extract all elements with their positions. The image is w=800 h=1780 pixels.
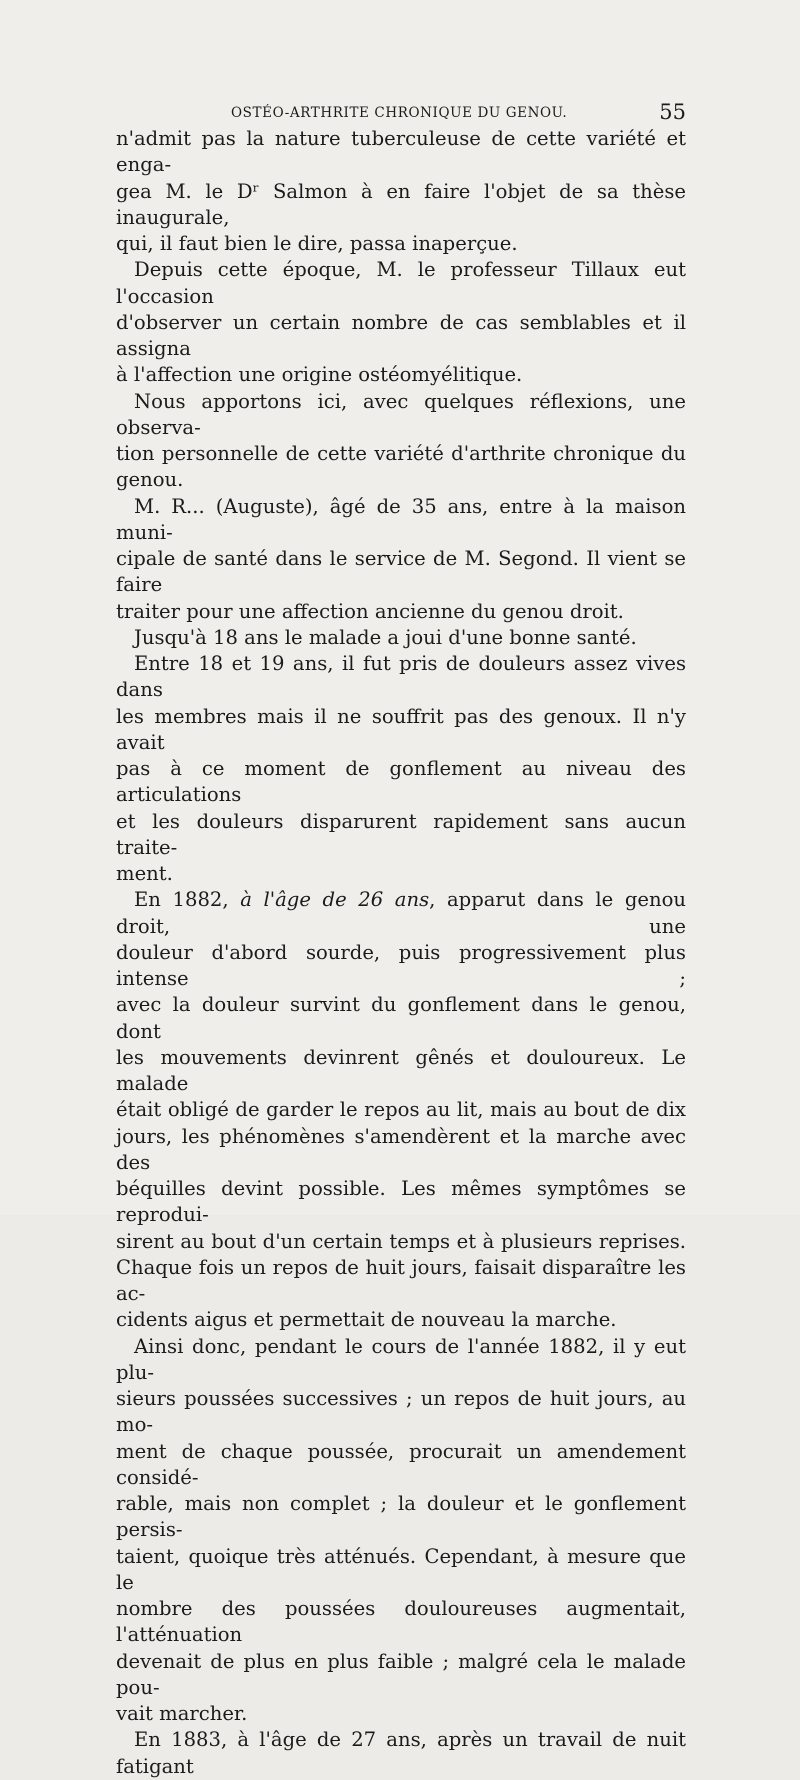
text-line: qui, il faut bien le dire, passa inaperçue. <box>116 232 518 255</box>
text-line: était obligé de garder le repos au lit, mais au bout de dix <box>116 1098 686 1122</box>
text-line: Entre 18 et 19 ans, il fut pris de douleurs assez vives dans <box>116 652 686 702</box>
text-line: sieurs poussées successives ; un repos de huit jours, au mo- <box>116 1387 686 1437</box>
paragraph <box>116 887 686 1333</box>
text-line: Nous apportons ici, avec quelques réflexions, une observa- <box>116 389 686 439</box>
page-number: 55 <box>659 100 686 124</box>
text-line: à l'affection une origine ostéomyélitique. <box>116 363 523 387</box>
text-line: sirent au bout d'un certain temps et à plusieurs reprises. <box>116 1229 686 1253</box>
paragraph <box>116 389 686 494</box>
text-line: béquilles devint possible. Les mêmes symptômes se reprodui- <box>116 1177 686 1227</box>
text-line: En 1882, à l'âge de 26 ans, apparut dans le genou droit, une <box>116 888 686 938</box>
text-line: cipale de santé dans le service de M. Segond. Il vient se faire <box>116 547 686 597</box>
text-line: et les douleurs disparurent rapidement sans aucun traite- <box>116 809 686 859</box>
paragraph <box>116 126 686 257</box>
text-line: les membres mais il ne souffrit pas des genoux. Il n'y avait <box>116 704 686 754</box>
paragraph <box>116 1727 686 1780</box>
text-line: jours, les phénomènes s'amendèrent et la marche avec des <box>116 1124 686 1174</box>
text-line: genou. <box>116 468 184 492</box>
paragraph <box>116 257 686 388</box>
text-line: cidents aigus et permettait de nouveau la marche. <box>116 1308 617 1332</box>
body-text <box>116 126 686 1780</box>
text-line: gea M. le Dʳ Salmon à en faire l'objet de sa thèse inaugurale, <box>116 179 686 229</box>
paragraph <box>116 494 686 625</box>
page-header <box>116 98 686 128</box>
paragraph <box>116 651 686 887</box>
text-line: vait marcher. <box>116 1702 248 1725</box>
text-line: rable, mais non complet ; la douleur et le gonflement persis- <box>116 1492 686 1542</box>
text-line: ment de chaque poussée, procurait un amendement considé- <box>116 1439 686 1489</box>
running-title: OSTÉO-ARTHRITE CHRONIQUE DU GENOU. <box>231 105 568 121</box>
paragraph <box>116 1334 686 1728</box>
text-line: d'observer un certain nombre de cas semblables et il assigna <box>116 310 686 360</box>
text-line: Depuis cette époque, M. le professeur Tillaux eut l'occasion <box>116 258 686 308</box>
text-line: n'admit pas la nature tuberculeuse de cette variété et enga- <box>116 127 686 177</box>
text-line: M. R... (Auguste), âgé de 35 ans, entre à la maison muni- <box>116 494 686 544</box>
text-line: Chaque fois un repos de huit jours, faisait disparaître les ac- <box>116 1255 686 1305</box>
text-line: En 1883, à l'âge de 27 ans, après un travail de nuit fatigant <box>116 1728 686 1778</box>
text-line: Jusqu'à 18 ans le malade a joui d'une bonne santé. <box>134 625 637 649</box>
text-line: tion personnelle de cette variété d'arthrite chronique du <box>116 442 686 465</box>
text-line: taient, quoique très atténués. Cependant, à mesure que le <box>116 1544 686 1594</box>
text-line: douleur d'abord sourde, puis progressivement plus intense ; <box>116 940 686 990</box>
text-line: pas à ce moment de gonflement au niveau des articulations <box>116 757 686 807</box>
text-line: devenait de plus en plus faible ; malgré cela le malade pou- <box>116 1649 686 1699</box>
text-line: ment. <box>116 862 173 885</box>
text-line: avec la douleur survint du gonflement dans le genou, dont <box>116 993 686 1043</box>
text-line: nombre des poussées douloureuses augmentait, l'atténuation <box>116 1597 686 1647</box>
text-line: Ainsi donc, pendant le cours de l'année 1882, il y eut plu- <box>116 1334 686 1384</box>
text-line: les mouvements devinrent gênés et douloureux. Le malade <box>116 1045 686 1095</box>
paragraph <box>116 625 686 651</box>
text-line: traiter pour une affection ancienne du genou droit. <box>116 599 624 623</box>
